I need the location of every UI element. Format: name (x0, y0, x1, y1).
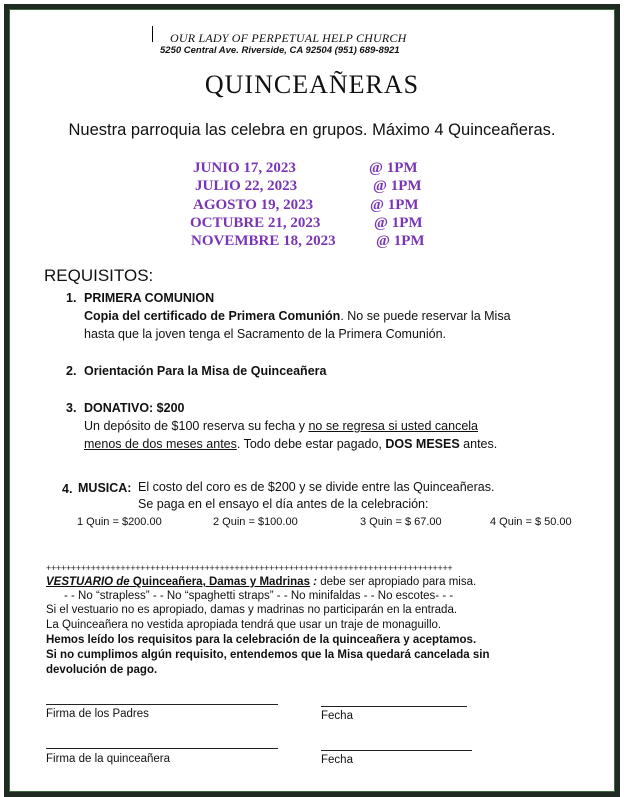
vestuario-rules: - - No “strapless” - - No “spaghetti straps” - - No minifaldas - - No escotes- - - (64, 590, 454, 602)
item-1-line-1 (84, 309, 511, 323)
item-4-line-2: Se paga en el ensayo el día antes de la celebración: (138, 497, 429, 511)
time-1: @ 1PM (369, 160, 418, 176)
item-1-number: 1. (66, 291, 77, 305)
intro-text: Nuestra parroquia las celebra en grupos. Máximo 4 Quinceañeras. (68, 121, 556, 139)
parents-signature-line (46, 704, 278, 705)
price-3-quin: 3 Quin = $ 67.00 (360, 516, 442, 528)
price-1-quin: 1 Quin = $200.00 (77, 516, 162, 528)
date-2: JULIO 22, 2023 (195, 178, 298, 194)
quince-signature-label: Firma de la quinceañera (46, 753, 171, 765)
vestuario-heading (46, 576, 476, 588)
item-4-line-1: El costo del coro es de $200 y se divide entre las Quinceañeras. (138, 480, 495, 494)
vestuario-label: VESTUARIO de (46, 576, 130, 588)
parents-signature-label: Firma de los Padres (46, 708, 149, 720)
item-1-line-2: hasta que la joven tenga el Sacramento de la Primera Comunión. (84, 327, 447, 341)
vestuario-line-3: Si el vestuario no es apropiado, damas y madrinas no participarán en la entrada. (46, 604, 458, 616)
date-3: AGOSTO 19, 2023 (193, 197, 314, 213)
agreement-line-2: Si no cumplimos algún requisito, entendemos que la Misa quedará cancelada sin (46, 649, 490, 661)
time-4: @ 1PM (374, 215, 423, 231)
item-3-refund-text: no se regresa si usted cancela (308, 419, 478, 433)
text-cursor (152, 26, 153, 42)
agreement-line-3: devolución de pago. (46, 664, 158, 676)
quince-signature-line (46, 748, 278, 749)
requisitos-heading: REQUISITOS: (44, 266, 154, 285)
date-2-label: Fecha (321, 754, 353, 766)
vestuario-rest: debe ser apropiado para misa. (320, 576, 477, 588)
vestuario-colon: : (309, 576, 321, 588)
item-3-before-text: antes. (459, 437, 498, 451)
page-title: QUINCEAÑERAS (204, 70, 420, 99)
item-3-paid-text: . Todo debe estar pagado, (236, 437, 386, 451)
date-1-label: Fecha (321, 710, 353, 722)
item-4-title: MUSICA: (78, 481, 132, 495)
item-2-title: Orientación Para la Misa de Quinceañera (84, 364, 327, 378)
item-3-two-months: DOS MESES (385, 437, 460, 451)
plus-divider: ++++++++++++++++++++++++++++++++++++++++++++++++++++++++++++++++++++++++++++++++++ (46, 563, 453, 573)
time-3: @ 1PM (370, 197, 419, 213)
item-3-line-2 (84, 437, 497, 451)
item-3-title: DONATIVO: $200 (84, 401, 185, 415)
date-1-line (321, 706, 467, 707)
vestuario-line-4: La Quinceañera no vestida apropiada tendrá que usar un traje de monaguillo. (46, 619, 442, 631)
item-1-bold-text: Copia del certificado de Primera Comunión (84, 309, 341, 323)
time-5: @ 1PM (376, 233, 425, 249)
item-1-rest-text: . No se puede reservar la Misa (340, 309, 511, 323)
agreement-line-1: Hemos leído los requisitos para la celebración de la quinceañera y aceptamos. (46, 634, 477, 646)
item-1-title: PRIMERA COMUNION (84, 291, 215, 305)
item-2-number: 2. (66, 364, 77, 378)
item-3-number: 3. (66, 401, 77, 415)
date-2-line (321, 750, 472, 751)
item-3-deposit-text: Un depósito de $100 reserva su fecha y (84, 419, 309, 433)
vestuario-who: Quinceañera, Damas y Madrinas (129, 576, 310, 588)
church-name: OUR LADY OF PERPETUAL HELP CHURCH (170, 31, 407, 45)
time-2: @ 1PM (373, 178, 422, 194)
item-4-number: 4. (62, 482, 73, 496)
date-5: NOVEMBRE 18, 2023 (191, 233, 336, 249)
date-1: JUNIO 17, 2023 (193, 160, 296, 176)
price-4-quin: 4 Quin = $ 50.00 (490, 516, 572, 528)
item-3-deadline-text: menos de dos meses antes (84, 437, 237, 451)
item-3-line-1 (84, 419, 478, 433)
church-address: 5250 Central Ave. Riverside, CA 92504 (951) 689-8921 (160, 45, 400, 56)
date-4: OCTUBRE 21, 2023 (190, 215, 321, 231)
price-2-quin: 2 Quin = $100.00 (213, 516, 298, 528)
